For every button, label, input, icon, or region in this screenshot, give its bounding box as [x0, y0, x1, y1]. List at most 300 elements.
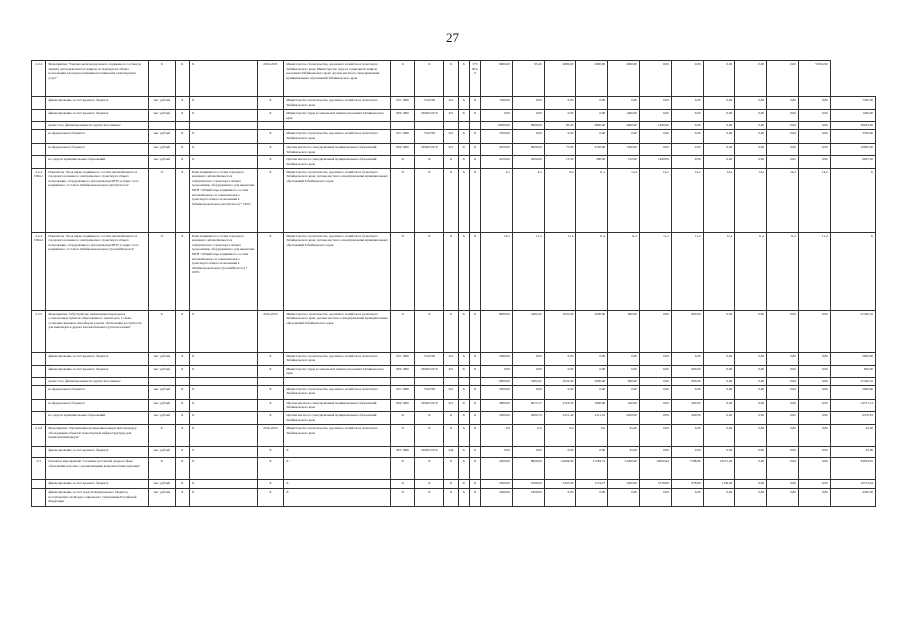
table-cell: 927 1006: [390, 352, 415, 365]
table-cell: 600,00: [830, 365, 875, 377]
table-cell: X: [390, 457, 415, 479]
table-cell: 27340,10: [830, 377, 875, 385]
table-cell: 0,00: [798, 144, 830, 156]
table-cell: 1078,68: [639, 479, 671, 488]
table-row: [32, 411, 876, 424]
table-cell: X: [458, 399, 469, 411]
table-cell: 7222700: [415, 352, 444, 365]
table-cell: X: [444, 488, 458, 506]
table-cell: X: [189, 399, 257, 411]
table-cell: Мероприятие "Закупка железнодорожного подвижного состава (в лизинг) для перевозки пассажиров по маршрутам общего пользования для предоставления пассажирских транспортных услуг": [46, 61, 149, 97]
table-cell: Основное мероприятие "Создание доступной среды в сфере образования для лиц с ограниченными возможностями здоровья": [46, 457, 149, 479]
table-cell: 0,00: [767, 310, 799, 352]
table-cell: 0,00: [703, 156, 735, 168]
table-cell: X: [257, 488, 284, 506]
table-cell: 5041,00: [544, 310, 576, 352]
table-cell: 0,00: [735, 144, 767, 156]
table-cell: 2000,00: [608, 122, 640, 130]
table-cell: 0,00: [798, 446, 830, 457]
table-cell: X: [189, 352, 257, 365]
table-cell: 5481,62: [512, 377, 544, 385]
table-cell: 0,00: [798, 411, 830, 424]
table-cell: X: [175, 457, 189, 479]
table-cell: X: [189, 385, 257, 399]
table-cell: 0,00: [735, 156, 767, 168]
table-cell: 0,00: [767, 130, 799, 144]
table-cell: 678,80: [671, 479, 703, 488]
table-cell: 1150,00: [703, 479, 735, 488]
table-cell: X: [175, 488, 189, 506]
table-cell: 14,2: [639, 168, 671, 232]
table-cell: [390, 122, 415, 130]
table-cell: 2016-2025: [257, 61, 284, 97]
table-cell: X: [175, 130, 189, 144]
table-cell: 0,00: [608, 352, 640, 365]
table-cell: тыс. рублей: [148, 97, 175, 110]
table-cell: 800,00: [671, 310, 703, 352]
table-cell: 0,00: [481, 446, 513, 457]
table-cell: 2.2.6: [32, 424, 46, 446]
table-cell: 0,00: [767, 365, 799, 377]
table-cell: из средств муниципальных образований: [46, 156, 149, 168]
table-cell: 0,00: [767, 479, 799, 488]
table-cell: 244: [444, 446, 458, 457]
table-cell: 400,00: [671, 411, 703, 424]
table-cell: [175, 377, 189, 385]
table-cell: 321: [444, 352, 458, 365]
table-cell: 2630472270: [415, 365, 444, 377]
table-cell: тыс. рублей: [148, 365, 175, 377]
table-cell: X: [148, 61, 175, 97]
table-cell: 3700,00: [830, 130, 875, 144]
table-cell: 1600,00: [576, 399, 608, 411]
table-cell: X: [469, 457, 480, 479]
table-cell: 0,00: [798, 97, 830, 110]
table-cell: 321: [444, 385, 458, 399]
table-cell: 0,00: [767, 110, 799, 122]
table-cell: [148, 377, 175, 385]
table-cell: Мероприятие "Организация проведения конкурсных процедур обследования объектов транспортной инфраструктуры для перевозки инвалидов": [46, 424, 149, 446]
table-cell: 3200,00: [576, 310, 608, 352]
table-cell: X: [458, 424, 469, 446]
table-cell: финансирование за счет краевого бюджета: [46, 352, 149, 365]
table-cell: X: [458, 110, 469, 122]
table-row: [32, 488, 876, 506]
table-cell: 4250,00: [481, 156, 513, 168]
table-cell: 0,00: [798, 122, 830, 130]
table-cell: 0,00: [767, 446, 799, 457]
table-cell: тыс. рублей: [148, 110, 175, 122]
table-cell: 1174,27: [576, 479, 608, 488]
table-cell: 0,0: [481, 424, 513, 446]
table-cell: 45,00: [830, 446, 875, 457]
table-cell: X: [189, 310, 257, 352]
table-cell: X: [175, 352, 189, 365]
table-cell: 2.2.4: [32, 61, 46, 97]
table-cell: X: [390, 424, 415, 446]
table-row: [32, 377, 876, 385]
table-cell: 1400,00: [608, 110, 640, 122]
table-cell: Министерство труда и социальной защиты населения Забайкальского края: [284, 365, 391, 377]
table-cell: X: [257, 385, 284, 399]
table-cell: [458, 377, 469, 385]
table-cell: 7300,00: [830, 97, 875, 110]
table-cell: X: [189, 110, 257, 122]
table-cell: 7300,00: [481, 97, 513, 110]
table-cell: 0,00: [512, 385, 544, 399]
table-cell: X: [189, 446, 257, 457]
table-cell: 9900,00: [481, 61, 513, 97]
table-cell: X: [257, 399, 284, 411]
table-cell: 0,00: [639, 446, 671, 457]
table-cell: 0,00: [544, 385, 576, 399]
table-cell: 14,2: [798, 168, 830, 232]
table-cell: 321: [444, 144, 458, 156]
table-cell: 0,00: [576, 365, 608, 377]
table-cell: 0,00: [735, 411, 767, 424]
table-cell: Министерство строительства, дорожного хозяйства и транспорта Забайкальского края: [284, 97, 391, 110]
table-cell: X: [189, 457, 257, 479]
table-cell: 45,00: [608, 424, 640, 446]
table-row: [32, 399, 876, 411]
table-cell: X: [189, 411, 257, 424]
table-cell: 15,50: [544, 156, 576, 168]
table-cell: X: [390, 488, 415, 506]
table-cell: Министерство строительства, дорожного хозяйства и транспорта Забайкальского края: [284, 424, 391, 446]
table-cell: X: [189, 144, 257, 156]
table-cell: Парк подвижного состава городского наземного автомобильного и электрического транспорта общего пользования, оборудованного для перевозки МГН / Общий парк подвижного состава автомобильного и электрического транспорта общего пользования в Забайкальском крае (автобусного) * 100%: [189, 168, 257, 232]
table-cell: X: [458, 144, 469, 156]
table-cell: Показатель "Доля парка подвижного состава автомобильного и городского наземного электрического транспорта общего пользования, оборудованного для перевозки МГН, в парке этого подвижного состава в Забайкальском крае (троллейбусного)": [46, 232, 149, 310]
table-cell: X: [257, 479, 284, 488]
table-cell: 0,00: [576, 446, 608, 457]
table-cell: 23271,20: [703, 457, 735, 479]
table-cell: 12,4: [608, 168, 640, 232]
table-cell: X: [458, 168, 469, 232]
table-cell: 321: [444, 130, 458, 144]
table-cell: тыс. рублей: [148, 130, 175, 144]
table-cell: тыс. рублей: [148, 411, 175, 424]
table-cell: X: [189, 479, 257, 488]
table-cell: 9900,00: [512, 122, 544, 130]
table-cell: 321: [444, 365, 458, 377]
table-cell: 11,2: [703, 232, 735, 310]
table-row: [32, 457, 876, 479]
table-cell: X: [458, 97, 469, 110]
table-cell: 0,00: [767, 385, 799, 399]
table-cell: тыс. рублей: [148, 144, 175, 156]
table-row: [32, 144, 876, 156]
table-cell: 0,00: [735, 446, 767, 457]
table-cell: тыс. рублей: [148, 479, 175, 488]
table-cell: 0,00: [767, 377, 799, 385]
table-cell: 0,00: [576, 97, 608, 110]
table-cell: X: [458, 411, 469, 424]
table-cell: X: [257, 144, 284, 156]
table-cell: 0,00: [639, 411, 671, 424]
table-cell: 2000,00: [576, 61, 608, 97]
table-cell: Министерство строительства, дорожного хозяйства и транспорта Забайкальского края; Министерство труда и социальной защиты населения Забайкальского края; органы местного самоуправления муниципальных образований Забайкальского края: [284, 61, 391, 97]
table-cell: 0,00: [735, 122, 767, 130]
table-cell: X: [284, 457, 391, 479]
table-cell: тыс. рублей: [148, 399, 175, 411]
table-cell: 0,00: [576, 352, 608, 365]
table-cell: X: [390, 479, 415, 488]
table-cell: X: [458, 479, 469, 488]
table-cell: [32, 352, 46, 365]
table-cell: 0,00: [703, 377, 735, 385]
table-cell: 5425,09: [544, 479, 576, 488]
table-cell: X: [469, 156, 480, 168]
table-cell: X: [257, 411, 284, 424]
table-cell: 809 1006: [390, 110, 415, 122]
table-cell: X: [175, 168, 189, 232]
table-cell: X: [469, 232, 480, 310]
table-cell: 84819,95: [830, 457, 875, 479]
table-cell: 809 1006: [390, 399, 415, 411]
table-cell: 0,00: [703, 365, 735, 377]
table-cell: 0,00: [544, 352, 576, 365]
table-cell: 280,00: [576, 156, 608, 168]
table-cell: 0,00: [767, 352, 799, 365]
table-cell: 11,2: [767, 232, 799, 310]
table-cell: 0,00: [735, 457, 767, 479]
table-cell: 2630472270: [415, 399, 444, 411]
table-cell: 2000,00: [481, 352, 513, 365]
table-cell: 2000,00: [481, 411, 513, 424]
table-cell: X: [257, 446, 284, 457]
table-cell: X: [415, 457, 444, 479]
table-cell: X: [257, 130, 284, 144]
table-cell: X: [458, 61, 469, 97]
table-cell: [148, 122, 175, 130]
table-cell: Министерство труда и социальной защиты населения Забайкальского края: [284, 110, 391, 122]
table-cell: X: [469, 385, 480, 399]
table-cell: 0,00: [767, 488, 799, 506]
table-cell: 11,2: [576, 232, 608, 310]
table-cell: [32, 446, 46, 457]
table-cell: 0,00: [703, 97, 735, 110]
table-cell: [32, 110, 46, 122]
table-cell: X: [415, 479, 444, 488]
table-cell: X: [189, 156, 257, 168]
table-cell: X: [175, 156, 189, 168]
table-cell: X: [257, 352, 284, 365]
table-cell: финансирование за счет краевого бюджета: [46, 110, 149, 122]
table-cell: X: [458, 352, 469, 365]
table-cell: из федерального бюджета: [46, 144, 149, 156]
table-cell: 0,00: [576, 110, 608, 122]
table-cell: 0,00: [703, 411, 735, 424]
table-cell: из федерального бюджета: [46, 385, 149, 399]
table-cell: Показатель "Доля парка подвижного состава автомобильного и городского наземного электрического транспорта общего пользования, оборудованного для перевозки МГН, в парке этого подвижного состава в Забайкальском крае (автобусного)": [46, 168, 149, 232]
table-cell: 4500,00: [481, 457, 513, 479]
table-cell: X: [415, 488, 444, 506]
table-cell: 0,00: [703, 144, 735, 156]
table-cell: X: [469, 446, 480, 457]
table-cell: X: [444, 61, 458, 97]
table-cell: 0,00: [798, 479, 830, 488]
table-cell: 1400,00: [639, 156, 671, 168]
table-cell: 16373,04: [830, 479, 875, 488]
table-cell: X: [469, 130, 480, 144]
table-cell: X: [148, 424, 175, 446]
table-cell: %: [148, 168, 175, 232]
table-cell: 2521,40: [544, 411, 576, 424]
table-cell: финансирование за счет краевого бюджета: [46, 97, 149, 110]
table-cell: финансирование за счет средств Федерального бюджета, поступающего из Фонда социального страхования Российской Федерации: [46, 488, 149, 506]
table-cell: 0,00: [576, 488, 608, 506]
table-cell: X: [458, 457, 469, 479]
table-cell: 6900,00: [512, 144, 544, 156]
table-cell: 14,2: [735, 168, 767, 232]
table-cell: 16995,00: [830, 144, 875, 156]
table-cell: X: [257, 457, 284, 479]
table-cell: X: [257, 110, 284, 122]
table-cell: 2864,79: [512, 411, 544, 424]
table-cell: 3200,00: [576, 377, 608, 385]
table-cell: 0,00: [512, 97, 544, 110]
table-cell: X: [830, 232, 875, 310]
table-cell: 11,2: [608, 232, 640, 310]
table-cell: 0,00: [798, 424, 830, 446]
table-cell: X: [415, 156, 444, 168]
table-cell: X: [189, 488, 257, 506]
table-cell: 0,00: [639, 365, 671, 377]
table-cell: X: [469, 310, 480, 352]
table-cell: X: [415, 168, 444, 232]
table-cell: 4500,00: [830, 488, 875, 506]
table-cell: 10000,00: [481, 122, 513, 130]
table-cell: 0,00: [767, 424, 799, 446]
table-cell: X: [175, 446, 189, 457]
table-cell: 0,00: [798, 156, 830, 168]
table-cell: 321: [444, 399, 458, 411]
table-cell: 2.2.5: [32, 310, 46, 352]
table-cell: 27340,10: [830, 310, 875, 352]
table-cell: 7222700: [415, 130, 444, 144]
table-cell: 0,00: [671, 446, 703, 457]
table-cell: 0,00: [798, 399, 830, 411]
table-cell: кроме того, финансирование из других источников:: [46, 122, 149, 130]
table-cell: X: [189, 365, 257, 377]
table-cell: X: [444, 232, 458, 310]
table-cell: [32, 479, 46, 488]
table-cell: [32, 385, 46, 399]
table-cell: 0,00: [735, 310, 767, 352]
table-cell: Министерство строительства, дорожного хозяйства и транспорта Забайкальского края; органы местного самоуправления муниципальных образований Забайкальского края: [284, 310, 391, 352]
table-cell: [32, 365, 46, 377]
table-cell: 0,00: [703, 122, 735, 130]
table-cell: X: [189, 61, 257, 97]
table-cell: 0,00: [639, 97, 671, 110]
table-cell: X: [284, 479, 391, 488]
table-cell: [284, 377, 391, 385]
table-cell: X: [257, 232, 284, 310]
table-row: [32, 122, 876, 130]
table-cell: 900,00: [608, 310, 640, 352]
table-cell: 0,00: [639, 352, 671, 365]
table-cell: X: [415, 61, 444, 97]
table-cell: 0,00: [703, 130, 735, 144]
table-cell: X: [175, 365, 189, 377]
table-cell: X: [444, 457, 458, 479]
table-cell: X: [444, 156, 458, 168]
table-cell: 0,00: [481, 365, 513, 377]
table-cell: 0,00: [703, 424, 735, 446]
table-cell: 0,00: [735, 97, 767, 110]
table-cell: 9,0: [544, 168, 576, 232]
table-cell: [189, 377, 257, 385]
table-cell: 0,0: [544, 424, 576, 446]
table-cell: 0,00: [767, 156, 799, 168]
table-cell: 800,00: [671, 377, 703, 385]
table-cell: 0,00: [767, 457, 799, 479]
table-cell: %: [148, 232, 175, 310]
table-cell: 14,2: [671, 168, 703, 232]
table-cell: 45,00: [608, 446, 640, 457]
table-cell: 150,00: [608, 156, 640, 168]
table-cell: 0,00: [544, 97, 576, 110]
table-cell: 0,00: [608, 385, 640, 399]
table-cell: [32, 488, 46, 506]
table-row: [32, 385, 876, 399]
table-cell: 2429,00: [608, 411, 640, 424]
table-cell: 900,00: [608, 377, 640, 385]
table-cell: 2.3: [32, 457, 46, 479]
table-cell: 0,00: [544, 488, 576, 506]
table-cell: 6675,17: [512, 399, 544, 411]
table-cell: 0,00: [671, 122, 703, 130]
table-cell: 0,00: [703, 61, 735, 97]
table-cell: X: [257, 365, 284, 377]
table-cell: X: [469, 168, 480, 232]
table-cell: X: [284, 446, 391, 457]
table-cell: 0,00: [767, 97, 799, 110]
table-cell: [32, 411, 46, 424]
table-cell: [32, 377, 46, 385]
table-cell: 0,00: [671, 144, 703, 156]
table-cell: [469, 377, 480, 385]
table-cell: X: [469, 365, 480, 377]
table-cell: 0,00: [735, 352, 767, 365]
table-cell: X: [444, 479, 458, 488]
table-row: [32, 61, 876, 97]
table-row: [32, 479, 876, 488]
table-cell: 2.2.4 ПП4.2: [32, 232, 46, 310]
table-cell: 0,00: [767, 411, 799, 424]
table-cell: [284, 122, 391, 130]
table-cell: X: [444, 424, 458, 446]
table-cell: 5481,62: [512, 310, 544, 352]
table-cell: 440,00: [608, 399, 640, 411]
table-cell: [469, 122, 480, 130]
table-cell: 0,00: [735, 424, 767, 446]
table-cell: 0,00: [671, 156, 703, 168]
table-cell: 0,00: [671, 61, 703, 97]
table-cell: 11,6: [544, 232, 576, 310]
table-cell: 4,5: [512, 168, 544, 232]
table-cell: X: [175, 411, 189, 424]
table-cell: X: [830, 168, 875, 232]
table-cell: Органы местного самоуправления муниципальных образований Забайкальского края: [284, 411, 391, 424]
table-cell: X: [458, 232, 469, 310]
table-cell: 10,1: [481, 232, 513, 310]
table-cell: 400,00: [671, 399, 703, 411]
table-cell: X: [458, 488, 469, 506]
table-cell: 0,00: [639, 399, 671, 411]
table-cell: 0,00: [703, 446, 735, 457]
